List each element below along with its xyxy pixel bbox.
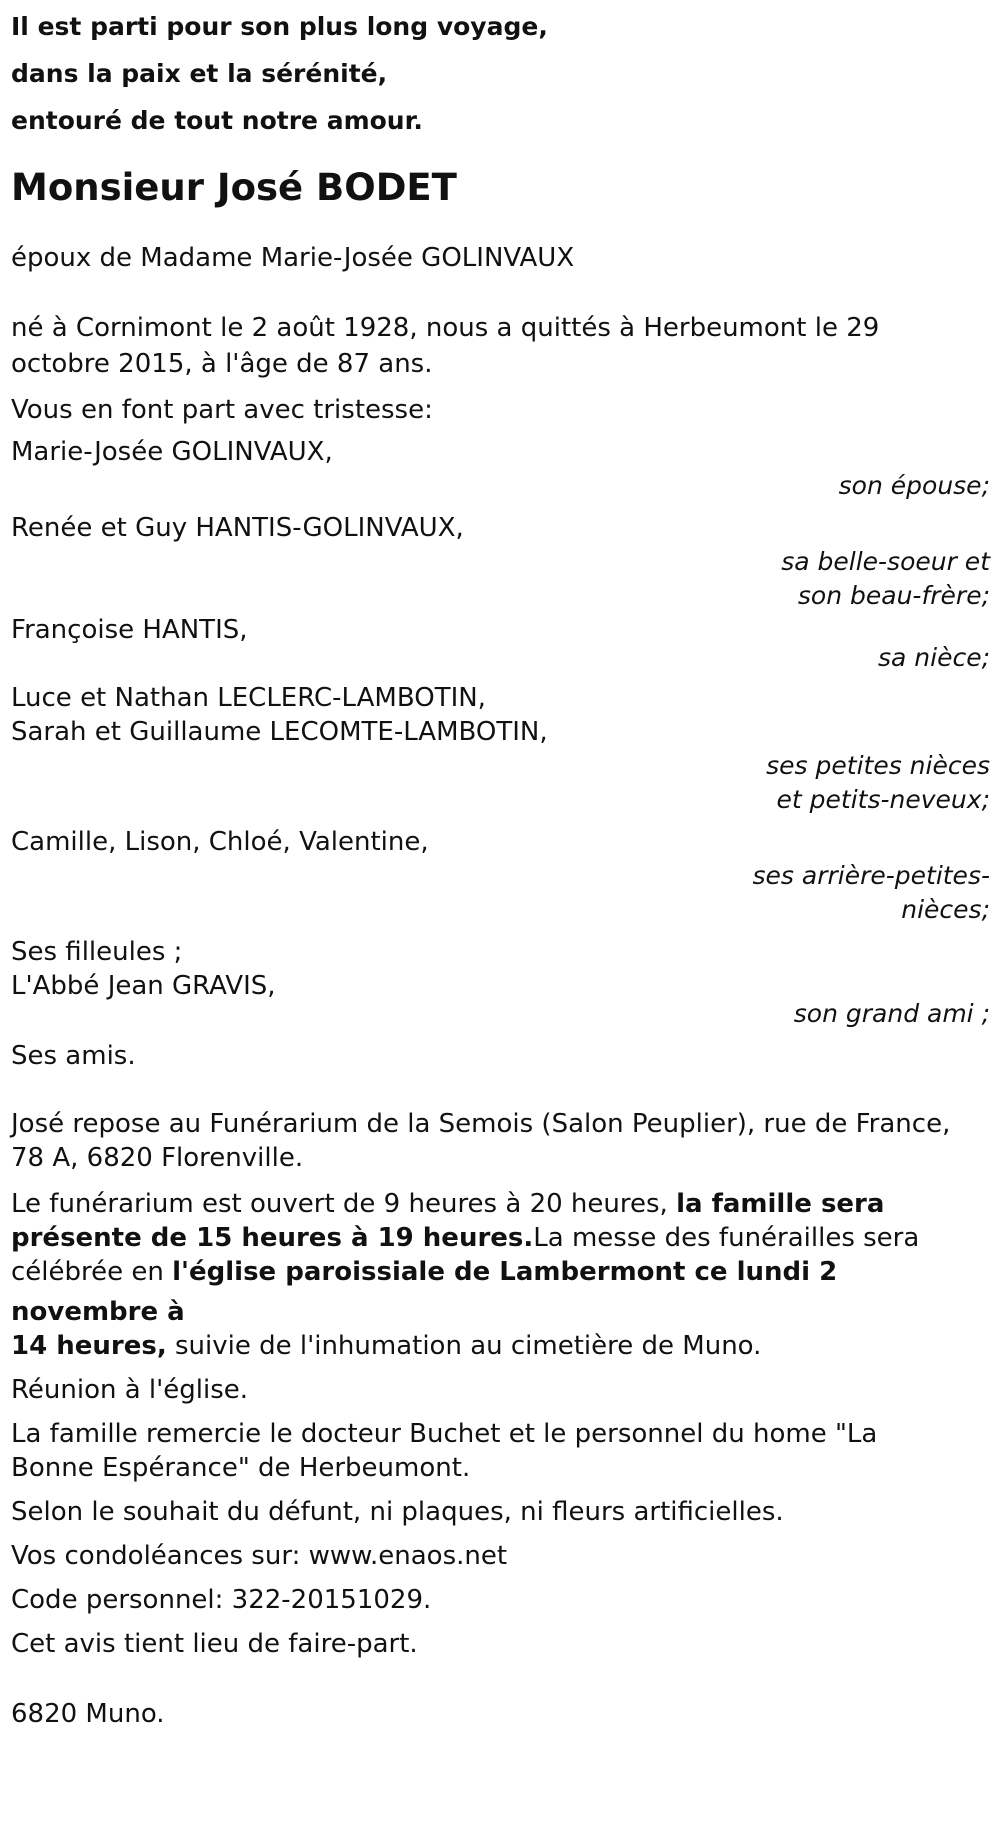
birth-death-line: né à Cornimont le 2 août 1928, nous a quittés à Herbeumont le 29 [11,313,880,343]
intro-verse [11,0,990,144]
family-names: L'Abbé Jean GRAVIS, [11,971,276,1001]
reunion-line: Réunion à l'église. [11,1375,249,1405]
family-names: Sarah et Guillaume LECOMTE-LAMBOTIN, [11,717,548,747]
rest-line: 78 A, 6820 Florenville. [11,1143,304,1173]
funeral-text: La messe des funérailles sera [533,1223,920,1253]
funeral-text-bold: l'église paroissiale de Lambermont ce lundi 2 novembre à [11,1257,838,1327]
family-names: Camille, Lison, Chloé, Valentine, [11,827,429,857]
family-entry [11,678,990,820]
birth-death-line: octobre 2015, à l'âge de 87 ans. [11,349,433,379]
deceased-name: Monsieur José BODET [11,166,457,209]
rest-place [11,1104,990,1178]
friends-line: Ses amis. [11,1041,136,1071]
spouse-line: époux de Madame Marie-Josée GOLINVAUX [11,243,575,273]
funeral-text-bold: la famille sera [676,1189,885,1219]
family-names: Ses filleules ; [11,937,183,967]
funeral-text: célébrée en [11,1257,173,1287]
funeral-line [11,1252,990,1332]
funeral-line [11,1326,990,1366]
family-list [11,432,990,1034]
family-role: ses arrière-petites- [752,861,990,890]
thanks [11,1414,990,1488]
intro-line: entouré de tout notre amour. [11,106,423,135]
family-role: nièces; [901,895,990,924]
family-entry [11,932,990,1034]
rest-line: José repose au Funérarium de la Semois (Salon Peuplier), rue de France, [11,1109,951,1139]
family-role: son épouse; [838,471,990,500]
funeral-text-bold: 14 heures, [11,1331,167,1361]
family-role: et petits-neveux; [776,785,990,814]
condolences-line: Vos condoléances sur: www.enaos.net [11,1541,508,1571]
family-names: Françoise HANTIS, [11,615,248,645]
birth-death-info [11,308,990,384]
wish-line: Selon le souhait du défunt, ni plaques, ni fleurs artificielles. [11,1497,784,1527]
family-entry [11,822,990,930]
family-entry [11,508,990,616]
address-line: 6820 Muno. [11,1699,165,1729]
funeral-text: Le funérarium est ouvert de 9 heures à 20 heures, [11,1189,677,1219]
family-role: son grand ami ; [793,999,990,1028]
family-entry [11,432,990,506]
family-entry [11,610,990,678]
thanks-line: Bonne Espérance" de Herbeumont. [11,1453,471,1483]
family-role: sa nièce; [877,643,990,672]
intro-line: Il est parti pour son plus long voyage, [11,12,548,41]
family-names: Renée et Guy HANTIS-GOLINVAUX, [11,513,464,543]
announce-line: Vous en font part avec tristesse: [11,395,433,425]
notice-line: Cet avis tient lieu de faire-part. [11,1629,418,1659]
obituary-notice [11,0,990,1734]
family-role: sa belle-soeur et [781,547,990,576]
code-line: Code personnel: 322-20151029. [11,1585,432,1615]
family-names: Luce et Nathan LECLERC-LAMBOTIN, [11,683,486,713]
funeral-text: suivie de l'inhumation au cimetière de Muno. [166,1331,762,1361]
funeral-text-bold: présente de 15 heures à 19 heures. [11,1223,534,1253]
funeral-info [11,1184,990,1366]
intro-line: dans la paix et la sérénité, [11,59,388,88]
family-names: Marie-Josée GOLINVAUX, [11,437,333,467]
family-role: ses petites nièces [766,751,990,780]
family-role: son beau-frère; [797,581,990,610]
thanks-line: La famille remercie le docteur Buchet et le personnel du home "La [11,1419,878,1449]
